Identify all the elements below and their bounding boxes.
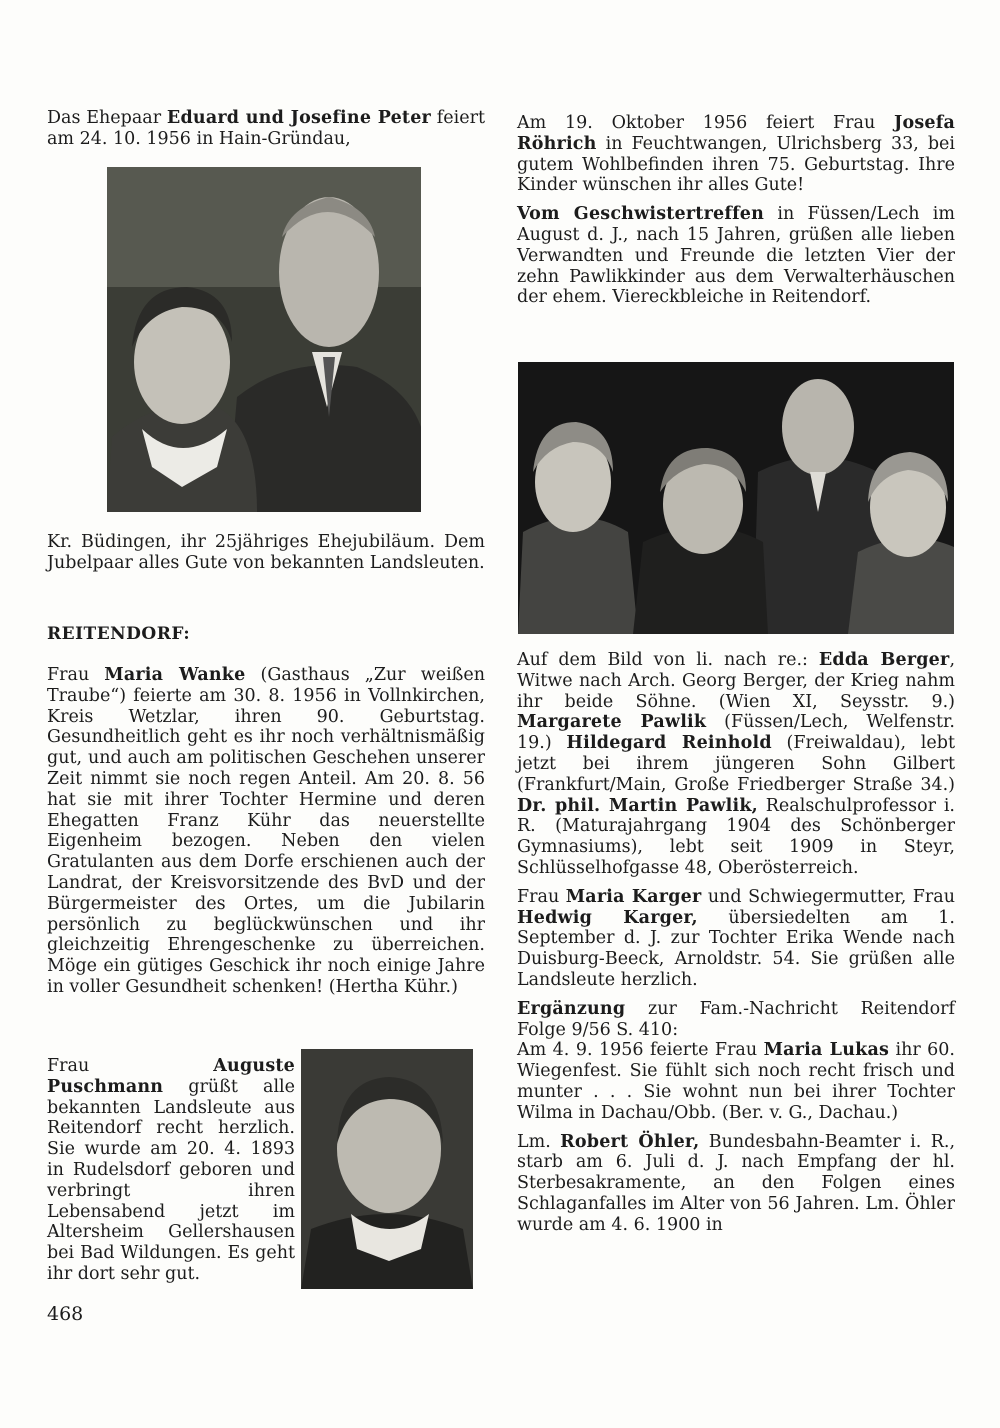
right-column-top <box>517 113 955 308</box>
name-edda-berger: Edda Berger <box>818 650 950 670</box>
article-ohler <box>517 1132 955 1236</box>
ohler-prefix: Lm. <box>517 1131 561 1152</box>
article-rohrich <box>517 113 955 196</box>
article-wanke <box>47 665 485 998</box>
caption-intro: Auf dem Bild von li. nach re.: <box>517 650 819 670</box>
article-peter-caption <box>47 532 485 574</box>
page-number: 468 <box>47 1303 84 1325</box>
article-peter-intro <box>47 108 485 150</box>
margarete-text: (Füssen/Lech, Welfenstr. 19.) <box>517 712 955 754</box>
karger-prefix: Frau <box>517 886 566 907</box>
karger-mid: und Schwiegermutter, Frau <box>701 886 955 907</box>
photo-peter-couple <box>107 167 421 512</box>
edda-text: , Witwe nach Arch. Georg Berger, der Krieg nahm ihr beide Söhne. (Wien XI, Seysstr. 9.) <box>517 650 956 712</box>
photo-pawlik-siblings <box>518 362 954 634</box>
name-robert-ohler: Robert Öhler, <box>560 1131 700 1152</box>
geschwister-text: in Füssen/Lech im August d. J., nach 15 Jahren, grüßen alle lieben Verwandten und Freunde die letzten Vier der zehn Pawlikkinder aus dem Verwalterhäuschen der ehem. Viereckbleiche in Reitendorf. <box>517 204 955 308</box>
rohrich-prefix: Am 19. Oktober 1956 feiert Frau <box>517 113 894 133</box>
ergaenzung-title: Ergänzung <box>517 998 626 1019</box>
puschmann-prefix: Frau <box>47 1056 214 1076</box>
photo-auguste-puschmann <box>301 1049 473 1289</box>
hildegard-text: (Freiwaldau), lebt jetzt bei ihrem jüngeren Sohn Gilbert (Frankfurt/Main, Große Friedberger Straße 34.) <box>517 733 955 795</box>
intro-prefix: Das Ehepaar <box>47 108 167 128</box>
wanke-prefix: Frau <box>47 665 105 685</box>
article-puschmann <box>47 1056 295 1285</box>
ohler-text: Bundesbahn-Beamter i. R., starb am 6. Juli d. J. nach Empfang der hl. Sterbesakramente, an den Folgen eines Schlaganfalles im Alter von 56 Jahren. Lm. Öhler wurde am 4. 6. 1900 in <box>517 1131 956 1235</box>
wanke-text: (Gasthaus „Zur weißen Traube“) feierte am 30. 8. 1956 in Vollnkirchen, Kreis Wetzlar, ihren 90. Geburtstag. Gesundheitlich geht es ihr noch verhältnismäßig gut, und auch am politischen Geschehen unserer Zeit nimmt sie noch regen Anteil. Am 20. 8. 56 hat sie mit ihrer Tochter Hermine und deren Ehegatten Franz Kühr das neuerstellte Eigenheim bezogen. Neben den vielen Gratulanten aus dem Dorfe erschienen auch der Landrat, der Kreisvorsitzende des BvD und der Bürgermeister des Ortes, um die Jubilarin persönlich zu beglückwünschen und ihr gleichzeitig Ehrengeschenke zu überreichen. Möge ein gütiges Geschick ihr noch einige Jahre in voller Gesundheit schenken! (Hertha Kühr.) <box>47 665 485 997</box>
right-column-bottom <box>517 650 955 1236</box>
name-hedwig-karger: Hedwig Karger, <box>517 907 698 928</box>
puschmann-name: Auguste Puschmann <box>47 1056 295 1097</box>
wanke-name: Maria Wanke <box>104 665 246 685</box>
geschwister-title: Vom Geschwistertreffen <box>517 204 765 225</box>
article-karger <box>517 887 955 991</box>
name-margarete-pawlik: Margarete Pawlik <box>517 712 707 733</box>
caption-continued: Kr. Büdingen, ihr 25jähriges Ehejubiläum. Dem Jubelpaar alles Gute von bekannten Landsleuten. <box>47 532 485 573</box>
article-geschwistertreffen <box>517 204 955 308</box>
martin-text: Realschulprofessor i. R. (Maturajahrgang 1904 des Schönberger Gymnasiums), lebt seit 1909 in Steyr, Schlüsselhofgasse 48, Oberösterreich. <box>517 795 955 878</box>
photo-caption-siblings <box>517 650 955 879</box>
lukas-text: ihr 60. Wiegenfest. Sie fühlt sich noch recht frisch und munter . . . Sie wohnt nun bei ihrer Tochter Wilma in Dachau/Obb. (Ber. v. G., Dachau.) <box>517 1040 955 1123</box>
name-maria-lukas: Maria Lukas <box>763 1040 890 1061</box>
lukas-prefix: Am 4. 9. 1956 feierte Frau <box>517 1040 764 1061</box>
couple-names: Eduard und Josefine Peter <box>166 108 431 128</box>
puschmann-text: grüßt alle bekannten Landsleute aus Reitendorf recht herzlich. Sie wurde am 20. 4. 1893 in Rudelsdorf geboren und verbringt ihren Lebensabend jetzt im Altersheim Gellershausen bei Bad Wildungen. Es geht ihr dort sehr gut. <box>47 1076 295 1284</box>
section-heading-reitendorf: REITENDORF: <box>47 624 191 644</box>
karger-text: übersiedelten am 1. September d. J. zur Tochter Erika Wende nach Duisburg-Beeck, Arnoldstr. 54. Sie grüßen alle Landsleute herzlich. <box>517 907 955 990</box>
intro-suffix: feiert am 24. 10. 1956 in Hain-Gründau, <box>47 108 485 149</box>
article-ergaenzung <box>517 999 955 1124</box>
name-martin-pawlik: Dr. phil. Martin Pawlik, <box>517 795 758 816</box>
rohrich-text: in Feuchtwangen, Ulrichsberg 33, bei gutem Wohlbefinden ihren 75. Geburtstag. Ihre Kinder wünschen ihr alles Gute! <box>517 133 955 196</box>
rohrich-name: Josefa Röhrich <box>517 113 955 154</box>
ergaenzung-text: zur Fam.-Nachricht Reitendorf Folge 9/56 S. 410: <box>517 998 955 1040</box>
name-maria-karger: Maria Karger <box>565 886 702 907</box>
name-hildegard-reinhold: Hildegard Reinhold <box>566 733 772 754</box>
